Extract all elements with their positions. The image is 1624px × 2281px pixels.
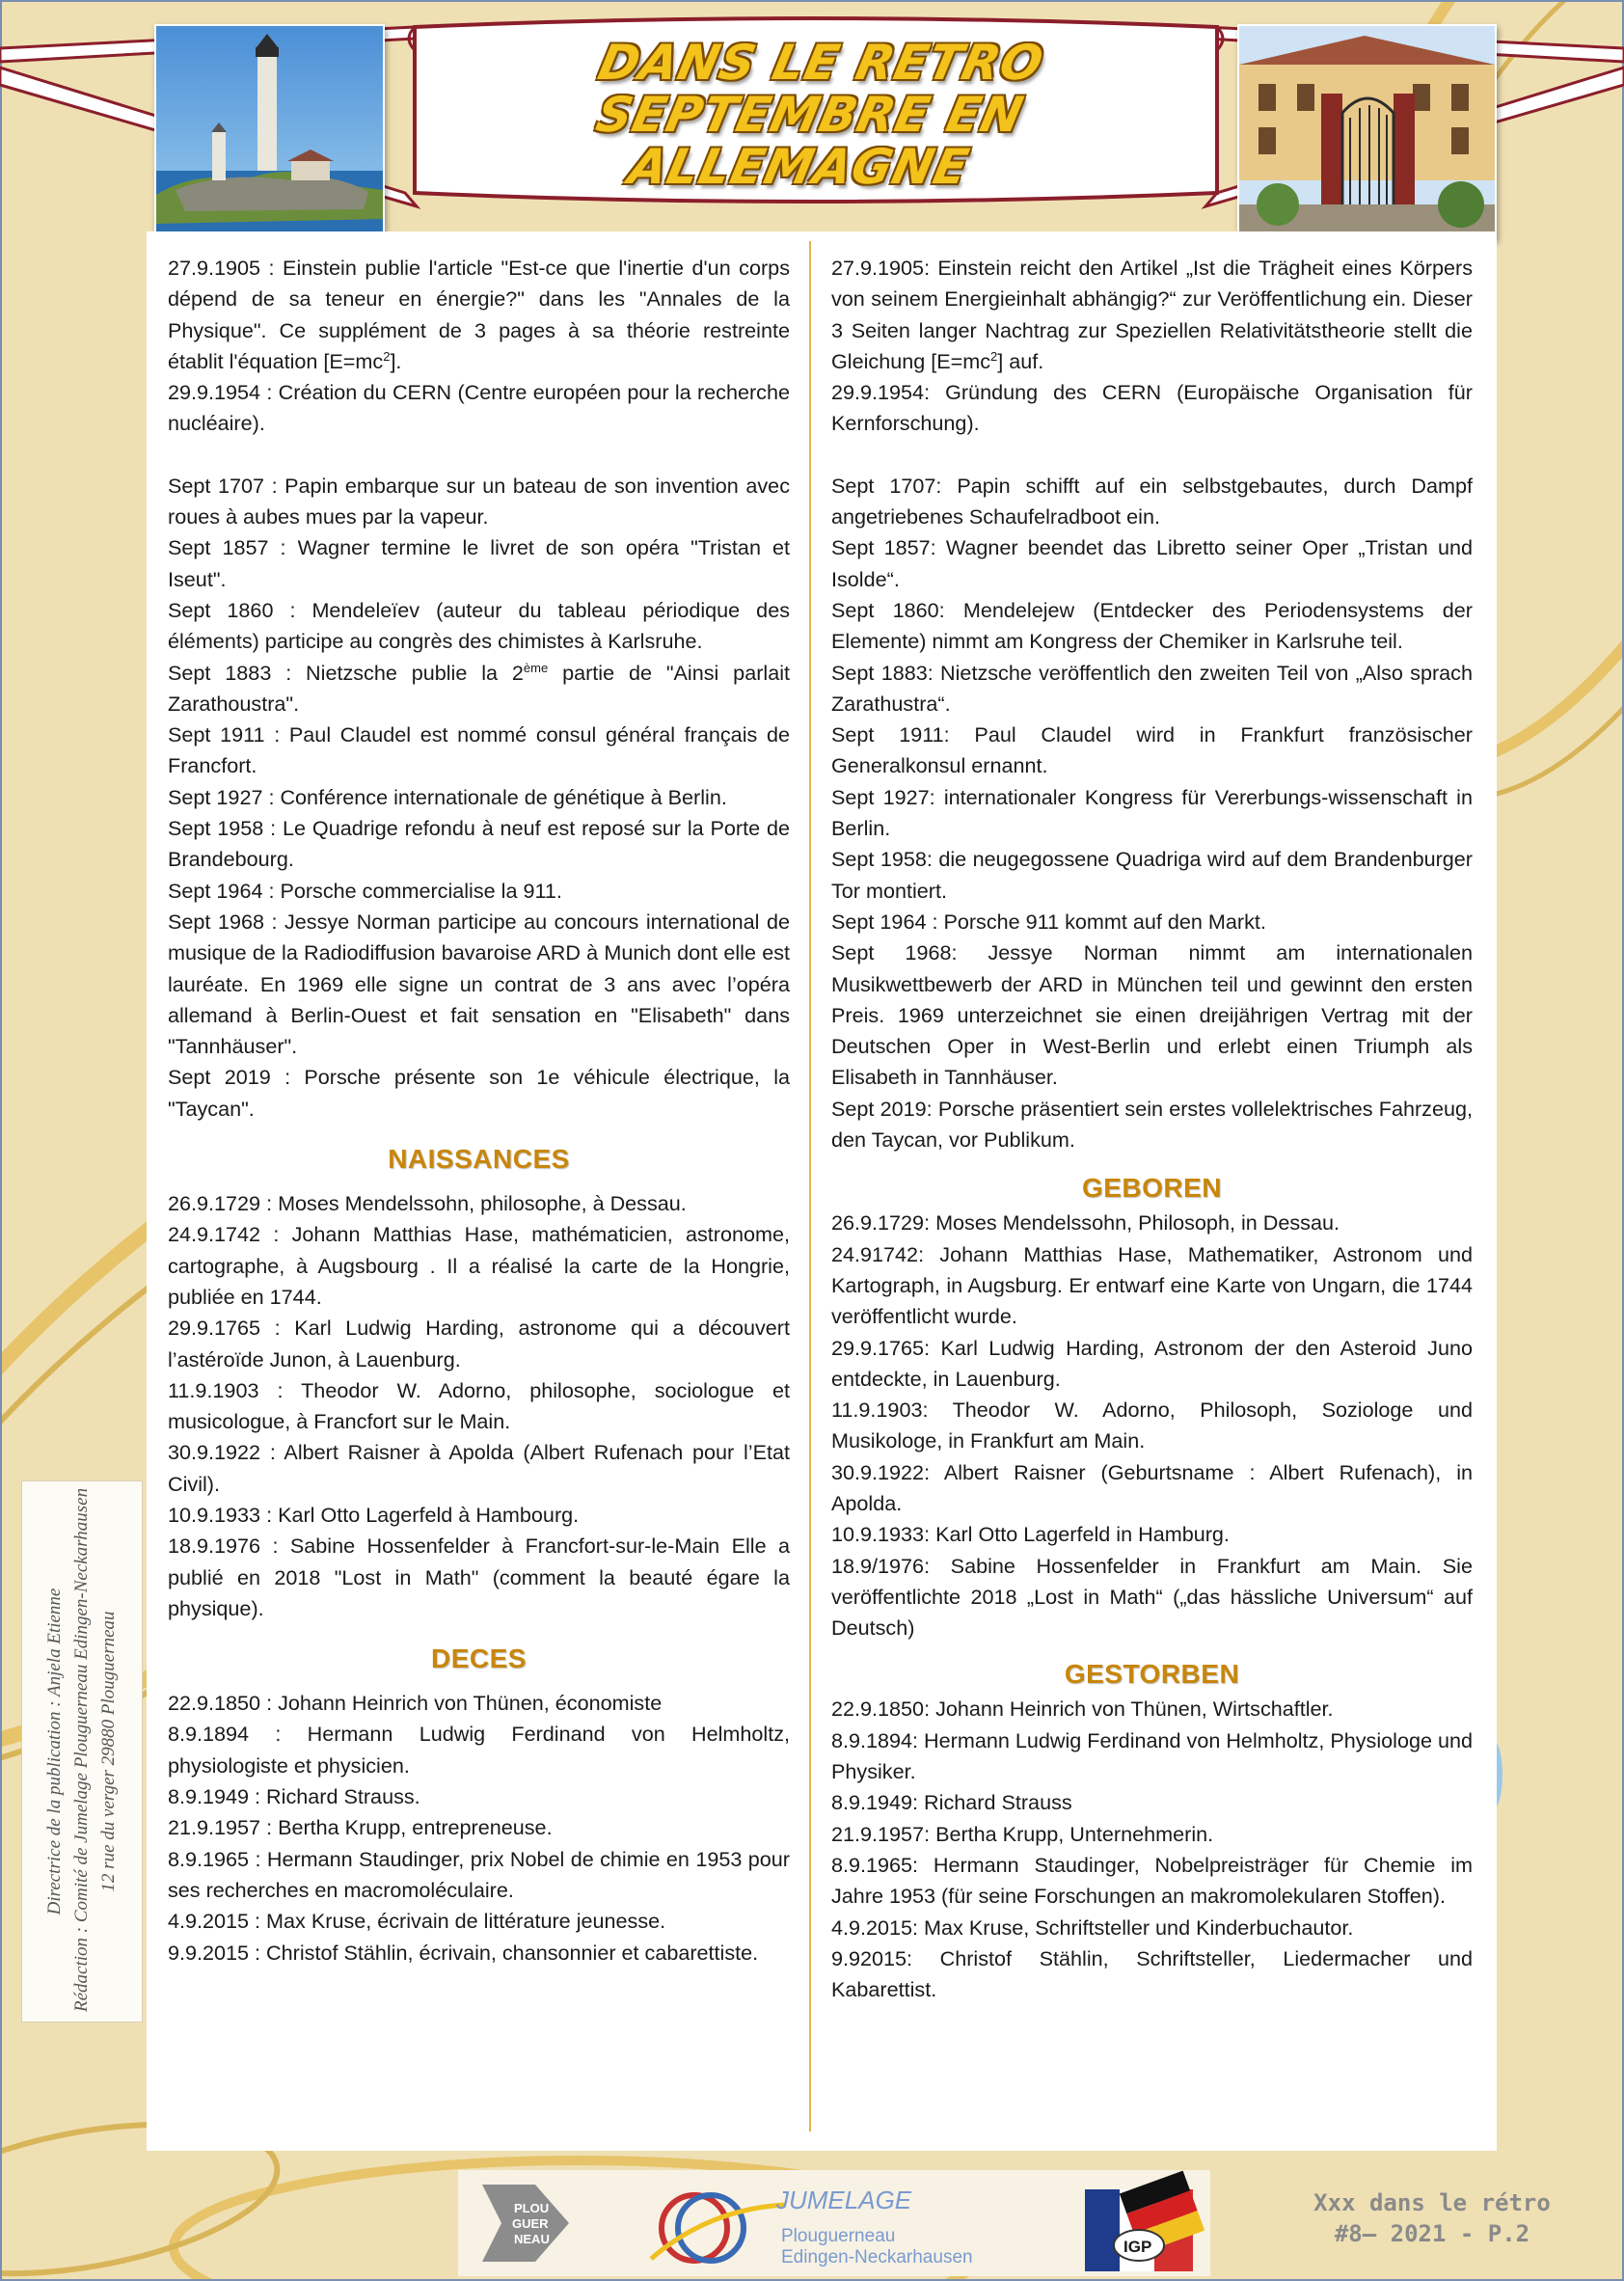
birth-fr-2: 24.9.1742 : Johann Matthias Hase, mathématicien, astronome, cartographe, à Augsbourg . Il a réalisé la carte de la Hongrie, publiée en 1744. [168,1222,790,1309]
title-line-3: ALLEMAGNE [623,139,975,195]
publisher-redaction: Rédaction : Comité de Jumelage Plouguerneau Edingen-Neckarhausen [71,1487,92,2012]
birth-fr-3: 29.9.1765 : Karl Ludwig Harding, astronome qui a découvert l’astéroïde Junon, à Lauenburg. [168,1316,790,1371]
births-heading-fr: NAISSANCES [388,1144,570,1175]
german-column [831,253,1473,2005]
svg-text:PLOU: PLOU [514,2201,550,2215]
birth-fr-6: 10.9.1933 : Karl Otto Lagerfeld à Hambourg. [168,1502,580,1527]
svg-text:NEAU: NEAU [514,2232,550,2246]
death-fr-6: 4.9.2015 : Max Kruse, écrivain de littérature jeunesse. [168,1909,666,1934]
french-column [168,253,790,1969]
publisher-info [41,1487,122,2012]
event-de-taycan: Sept 2019: Porsche präsentiert sein erstes vollelektrisches Fahrzeug, den Taycan, vor Publikum. [831,1096,1473,1153]
death-fr-2: 8.9.1894 : Hermann Ludwig Ferdinand von Helmholtz, physiologiste et physicien. [168,1722,790,1778]
building-gate-photo [1237,24,1497,240]
jumelage-title: JUMELAGE [776,2186,912,2214]
death-de-2: 8.9.1894: Hermann Ludwig Ferdinand von Helmholtz, Physiologe und Physiker. [831,1727,1474,1784]
death-de-3: 8.9.1949: Richard Strauss [831,1790,1072,1815]
event-de-cern: 29.9.1954: Gründung des CERN (Europäische Organisation für Kernforschung). [831,380,1473,436]
birth-de-6: 10.9.1933: Karl Otto Lagerfeld in Hamburg. [831,1522,1230,1547]
event-fr-jessye-norman: Sept 1968 : Jessye Norman participe au concours international de musique de la Radiodiffusion bavaroise ARD à Munich dont elle est lauréate. En 1969 elle signe un contrat de 3 ans avec l’opéra allemand à Berlin-Ouest et fait sensation en "Elisabeth" dans "Tannhäuser". [168,909,790,1059]
death-de-6: 4.9.2015: Max Kruse, Schriftsteller und Kinderbuchautor. [831,1914,1354,1940]
birth-de-2: 24.91742: Johann Matthias Hase, Mathematiker, Astronom und Kartograph, in Augsburg. Er entwarf eine Karte von Ungarn, die 1744 veröffentlicht wurde. [831,1241,1473,1329]
issue-title: Xxx dans le rétro [1313,2189,1551,2216]
event-de-porsche-911: Sept 1964 : Porsche 911 kommt auf den Markt. [831,909,1266,934]
death-de-5: 8.9.1965: Hermann Staudinger, Nobelpreisträger für Chemie im Jahre 1953 (für seine Forschungen an makromolekularen Stoffen). [831,1852,1473,1909]
event-fr-claudel: Sept 1911 : Paul Claudel est nommé consul général français de Francfort. [168,722,790,778]
event-fr-nietzsche: Sept 1883 : Nietzsche publie la 2ème partie de "Ainsi parlait Zarathoustra". [168,660,790,716]
footer-logo-strip [458,2170,1210,2276]
deaths-heading-fr: DECES [431,1643,527,1674]
deaths-heading-de: GESTORBEN [1064,1659,1240,1690]
event-fr-genetique: Sept 1927 : Conférence internationale de génétique à Berlin. [168,784,727,809]
event-de-vererbung: Sept 1927: internationaler Kongress für Vererbungs-wissenschaft in Berlin. [831,784,1473,841]
event-fr-wagner: Sept 1857 : Wagner termine le livret de son opéra "Tristan et Iseut". [168,535,790,591]
death-fr-3: 8.9.1949 : Richard Strauss. [168,1784,420,1809]
birth-de-3: 29.9.1765: Karl Ludwig Harding, Astronom der den Asteroid Juno entdeckte, in Lauenburg. [831,1335,1473,1391]
event-fr-cern: 29.9.1954 : Création du CERN (Centre européen pour la recherche nucléaire). [168,380,790,436]
death-de-1: 22.9.1850: Johann Heinrich von Thünen, Wirtschaftler. [831,1697,1334,1722]
title-line-2: SEPTEMBRE EN [591,87,1029,143]
births-heading-de: GEBOREN [1081,1173,1223,1204]
publisher-address: 12 rue du verger 29880 Plouguerneau [98,1611,119,1892]
death-fr-4: 21.9.1957 : Bertha Krupp, entrepreneuse. [168,1815,553,1840]
event-de-nietzsche: Sept 1883: Nietzsche veröffentlich den zweiten Teil von „Also sprach Zarathustra“. [831,660,1473,716]
birth-fr-7: 18.9.1976 : Sabine Hossenfelder à Francfort-sur-le-Main Elle a publié en 2018 "Lost in Math" (comment la beauté égare la physique). [168,1534,790,1620]
event-de-claudel: Sept 1911: Paul Claudel wird in Frankfurt französischer Generalkonsul ernannt. [831,722,1473,778]
birth-de-4: 11.9.1903: Theodor W. Adorno, Philosoph, Soziologe und Musikologe, in Frankfurt am Main. [831,1398,1473,1453]
event-fr-quadrige: Sept 1958 : Le Quadrige refondu à neuf est reposé sur la Porte de Brandebourg. [168,816,790,872]
birth-fr-4: 11.9.1903 : Theodor W. Adorno, philosophe, sociologue et musicologue, à Francfort sur le Main. [168,1377,790,1434]
publisher-sidebar [21,1480,143,2023]
jumelage-town-2: Edingen-Neckarhausen [781,2247,973,2267]
birth-fr-5: 30.9.1922 : Albert Raisner à Apolda (Albert Rufenach pour l’Etat Civil). [168,1440,790,1496]
column-divider [809,241,811,2132]
issue-number-page: #8– 2021 - P.2 [1334,2220,1530,2247]
birth-de-5: 30.9.1922: Albert Raisner (Geburtsname : Albert Rufenach), in Apolda. [831,1459,1473,1515]
svg-text:GUER: GUER [512,2216,549,2231]
birth-de-1: 26.9.1729: Moses Mendelssohn, Philosoph, in Dessau. [831,1210,1340,1236]
event-de-mendelejew: Sept 1860: Mendelejew (Entdecker des Periodensystems der Elemente) nimmt am Kongress der Chemiker in Karlsruhe teil. [831,597,1473,654]
event-fr-taycan: Sept 2019 : Porsche présente son 1e véhicule électrique, la "Taycan". [168,1065,790,1121]
event-fr-papin: Sept 1707 : Papin embarque sur un bateau de son invention avec roues à aubes mues par la vapeur. [168,473,790,530]
event-fr-porsche-911: Sept 1964 : Porsche commercialise la 911. [168,878,562,903]
birth-fr-1: 26.9.1729 : Moses Mendelssohn, philosophe, à Dessau. [168,1191,687,1216]
event-de-einstein: 27.9.1905: Einstein reicht den Artikel „Ist die Trägheit eines Körpers von seinem Energieinhalt abhängig?“ zur Veröffentlichung ein. Dieser 3 Seiten langer Nachtrag zur Speziellen Relativitätstheorie stellt die Gleichung $[E=mc^2]$ auf. [831,256,1473,373]
event-de-papin: Sept 1707: Papin schifft auf ein selbstgebautes, durch Dampf angetriebenes Schaufelradboot ein. [831,473,1473,530]
igp-label: IGP [1123,2238,1152,2256]
death-fr-5: 8.9.1965 : Hermann Staudinger, prix Nobel de chimie en 1953 pour ses recherches en macromoléculaire. [168,1846,790,1902]
jumelage-town-1: Plouguerneau [781,2226,896,2246]
event-de-jessye-norman: Sept 1968: Jessye Norman nimmt am internationalen Musikwettbewerb der ARD in München teil und gewinnt den ersten Preis. 1969 unterzeichnet sie einen dreijährigen Vertrag mit der Deutschen Oper in West-Berlin und erlebt einen Triumph als Elisabeth in Tannhäuser. [831,940,1473,1090]
death-de-7: 9.92015: Christof Stählin, Schriftsteller, Liedermacher und Kabarettist. [831,1945,1473,2002]
death-fr-1: 22.9.1850 : Johann Heinrich von Thünen, économiste [168,1691,663,1716]
event-fr-mendeleiev: Sept 1860 : Mendeleïev (auteur du tableau périodique des éléments) participe au congrès des chimistes à Karlsruhe. [168,597,790,654]
birth-de-7: 18.9/1976: Sabine Hossenfelder in Frankfurt am Main. Sie veröffentlichte 2018 „Lost in Math“ („das hässliche Universum“ auf Deutsch) [831,1553,1473,1641]
event-de-wagner: Sept 1857: Wagner beendet das Libretto seiner Oper „Tristan und Isolde“. [831,535,1473,591]
death-fr-7: 9.9.2015 : Christof Stählin, écrivain, chansonnier et cabarettiste. [168,1940,759,1965]
page-title [396,27,1225,203]
publisher-director: Directrice de la publication : Anjela Etienne [44,1588,65,1915]
death-de-4: 21.9.1957: Bertha Krupp, Unternehmerin. [831,1821,1214,1846]
lighthouse-photo [154,24,385,245]
issue-info [1273,2187,1591,2249]
event-fr-einstein: 27.9.1905 : Einstein publie l'article "Est-ce que l'inertie d'un corps dépend de sa teneur en énergie?" dans les "Annales de la Physique". Ce supplément de 3 pages à sa théorie restreinte établit l'équation $[E=mc^2]$. [168,256,790,373]
title-line-1: DANS LE RETRO [593,35,1049,91]
event-de-quadriga: Sept 1958: die neugegossene Quadriga wird auf dem Brandenburger Tor montiert. [831,847,1473,903]
